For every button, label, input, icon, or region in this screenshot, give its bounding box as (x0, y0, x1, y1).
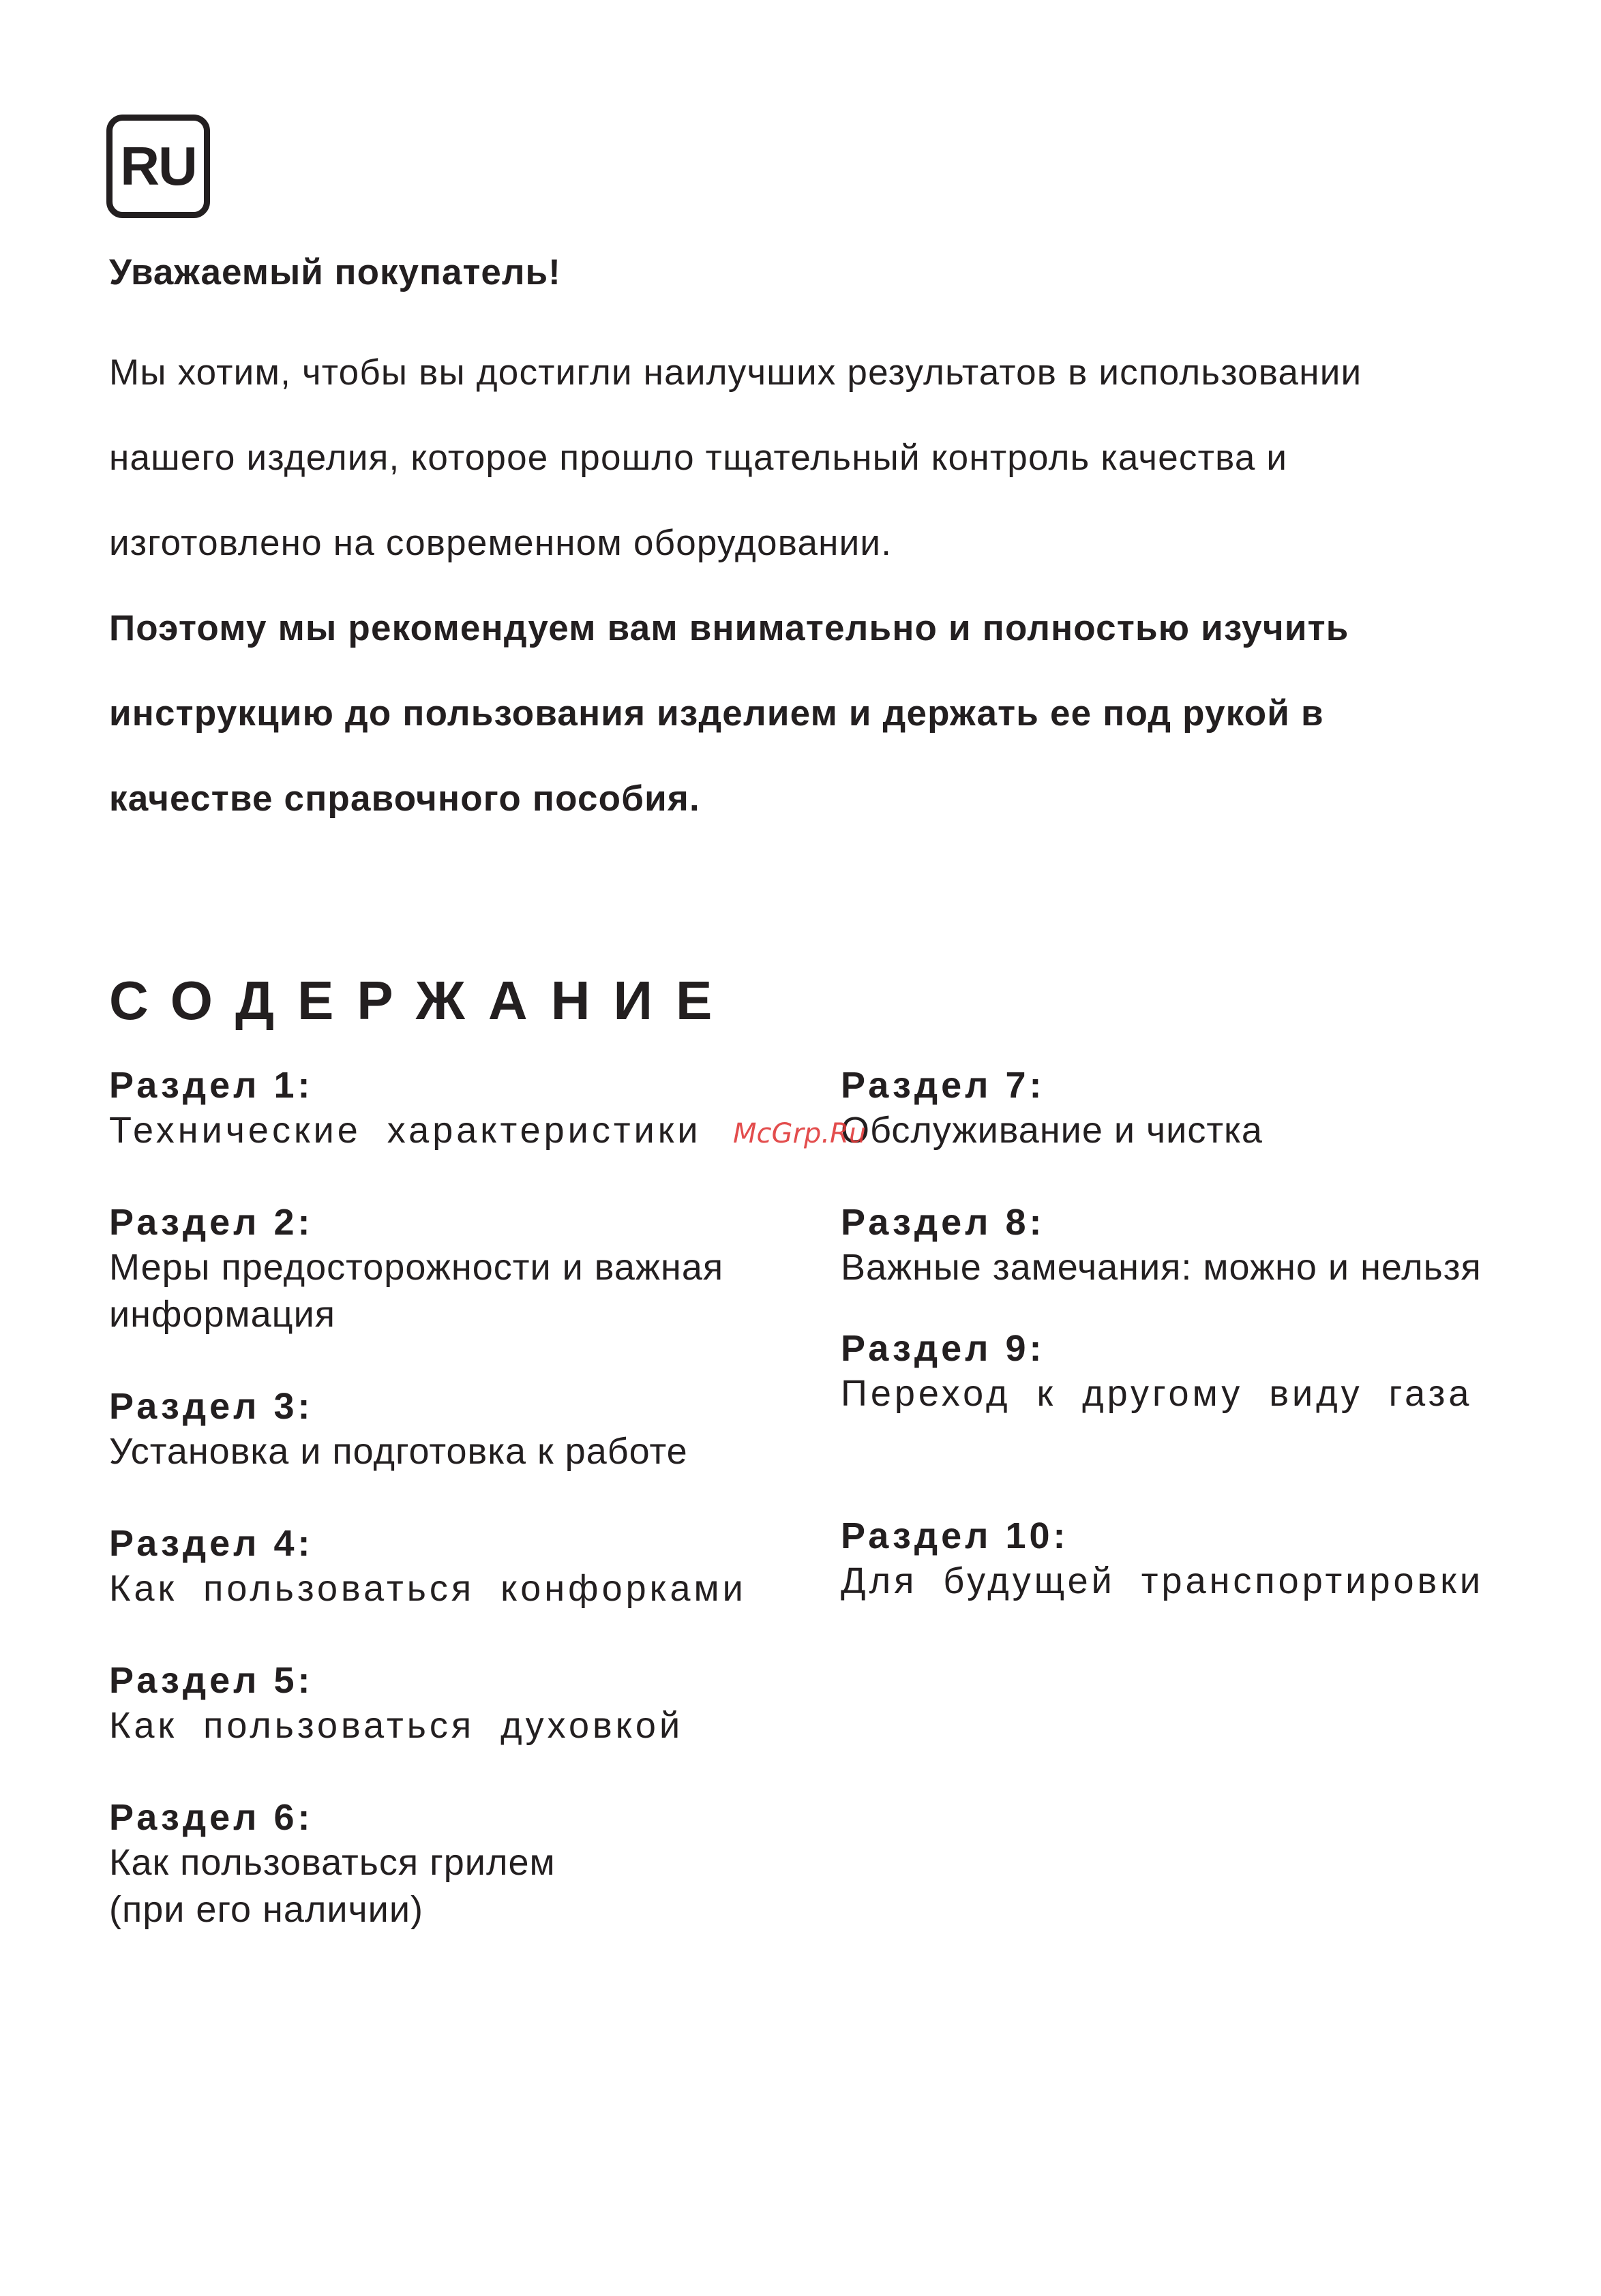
intro-section (109, 245, 1514, 841)
toc-item-section-10 (841, 1514, 1509, 1605)
toc-item-heading: Раздел 5: (109, 1660, 314, 1701)
greeting: Уважаемый покупатель! (109, 252, 561, 292)
toc-item-desc: Обслуживание и чистка (841, 1110, 1263, 1151)
toc-item-section-8 (841, 1200, 1509, 1291)
toc-item-desc: Важные замечания: можно и нельзя (841, 1247, 1482, 1288)
intro-recommendation: Поэтому мы рекомендуем вам внимательно и полностью изучить инструкцию до пользования изделием и держать ее под рукой в качестве справочного пособия. (109, 608, 1349, 819)
toc-item-heading: Раздел 7: (841, 1065, 1045, 1106)
language-badge (106, 115, 210, 218)
toc-item-desc: Как пользоваться духовкой (109, 1705, 684, 1746)
toc-item-section-5 (109, 1659, 777, 1749)
toc-item-section-4 (109, 1522, 777, 1612)
toc-item-desc: Технические характеристики (109, 1110, 702, 1151)
toc-item-desc: Переход к другому виду газа (841, 1373, 1473, 1414)
toc-item-section-1 (109, 1063, 777, 1154)
language-code: RU (120, 136, 196, 196)
toc-title: СОДЕРЖАНИЕ (109, 970, 736, 1031)
toc-item-section-7 (841, 1063, 1509, 1154)
toc-item-section-6 (109, 1796, 777, 1933)
toc-item-heading: Раздел 10: (841, 1515, 1069, 1556)
toc-item-desc: Установка и подготовка к работе (109, 1431, 688, 1472)
watermark: McGrp.Ru (733, 1118, 867, 1149)
toc-item-heading: Раздел 8: (841, 1202, 1045, 1243)
toc-item-section-3 (109, 1385, 777, 1475)
toc-item-desc: Для будущей транспортировки (841, 1560, 1484, 1601)
toc-column-left (109, 1063, 777, 1980)
toc-item-heading: Раздел 9: (841, 1328, 1045, 1369)
toc-column-right (841, 1063, 1509, 1651)
toc-item-heading: Раздел 1: (109, 1065, 314, 1106)
toc-item-heading: Раздел 6: (109, 1797, 314, 1838)
intro-paragraph: Мы хотим, чтобы вы достигли наилучших результатов в использовании нашего изделия, которое прошло тщательный контроль качества и изготовлено на современном оборудовании. (109, 352, 1362, 563)
toc-item-heading: Раздел 3: (109, 1386, 314, 1427)
toc-item-heading: Раздел 4: (109, 1523, 314, 1564)
toc-item-desc: Меры предосторожности и важная информация (109, 1247, 724, 1335)
toc-item-section-9 (841, 1327, 1509, 1417)
toc-item-desc: Как пользоваться конфорками (109, 1568, 747, 1609)
toc-item-desc: Как пользоваться грилем (при его наличии) (109, 1842, 556, 1930)
toc-item-heading: Раздел 2: (109, 1202, 314, 1243)
toc-item-section-2 (109, 1200, 777, 1338)
